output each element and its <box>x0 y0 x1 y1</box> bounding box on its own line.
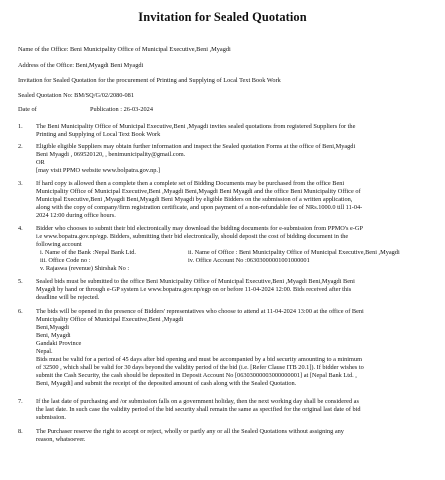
office-account-number: iv. Office Account No :06303000001001000001 <box>188 257 310 264</box>
item-text: Municipality Office of Municipal Executive,Beni ,Myagdi Beni,Myagdi Beni Myagdi and the office Beni Municipality Office of <box>36 188 361 195</box>
item-text: OR <box>36 159 45 166</box>
item-text: Beni, Myagdi <box>36 332 71 339</box>
item-text: of 32500 , which shall be valid for 30 days beyond the validity period of the bid (i.e. [Refer Clause ITB 20.1]). If bidder wishes to <box>36 364 364 371</box>
office-code: iii. Office Code no : <box>40 257 91 264</box>
item-number: 2. <box>18 143 23 150</box>
quotation-number-line: Sealed Quotation No: BM/SQ/G/02/2080-081 <box>18 92 134 99</box>
publication-date: Publication : 26-03-2024 <box>90 106 153 113</box>
item-text: Beni,Myagdi <box>36 324 70 331</box>
item-text: The bids will be opened in the presence of Bidders' representatives who choose to attend at 11-04-2024 13:00 at the office of Beni <box>36 308 364 315</box>
item-number: 5. <box>18 278 23 285</box>
item-text: reason, whatsoever. <box>36 436 86 443</box>
item-text: submit the Cash Security, the cash should be deposited in Deposit Account No [06303000003000000001] at [Nepal Bank Ltd. , <box>36 372 357 379</box>
item-text: The Beni Municipality Office of Municipal Executive,Beni ,Myagdi invites sealed quotations from registered Suppliers for the <box>36 123 356 130</box>
invitation-for-line: Invitation for Sealed Quotation for the procurement of Printing and Supplying of Local Text Book Work <box>18 77 281 84</box>
item-text: submission. <box>36 414 66 421</box>
office-address-line: Address of the Office: Beni,Myagdi Beni Myagdi <box>18 62 144 69</box>
item-text: 2024 12:00 during office hours. <box>36 212 116 219</box>
item-text: Nepal. <box>36 348 53 355</box>
item-text: Eligible eligible Suppliers may obtain further information and inspect the Sealed quotation Forms at the office of Beni,Myagdi <box>36 143 356 150</box>
item-text: Municipal Executive,Beni ,Myagdi Beni,Myagdi Beni Myagdi by eligible Bidders on the submission of a written application, <box>36 196 353 203</box>
item-number: 3. <box>18 180 23 187</box>
item-text: deadline will be rejected. <box>36 294 100 301</box>
office-name-line: Name of the Office: Beni Municipality Office of Municipal Executive,Beni ,Myagdi <box>18 46 231 53</box>
item-number: 6. <box>18 308 23 315</box>
revenue-heading-number: v. Rajaswa (revenue) Shirshak No : <box>40 265 130 272</box>
item-text: If the last date of purchasing and /or submission falls on a government holiday, then the next working day shall be considered as <box>36 398 359 405</box>
item-text: following account <box>36 241 82 248</box>
item-text: Sealed bids must be submitted to the office Beni Municipality Office of Municipal Executive,Beni ,Myagdi Beni,Myagdi Beni <box>36 278 355 285</box>
item-text: Gandaki Province <box>36 340 82 347</box>
item-number: 4. <box>18 225 23 232</box>
item-text: Printing and Supplying of Local Text Book Work <box>36 131 161 138</box>
office-name: ii. Name of Office : Beni Municipality Office of Municipal Executive,Beni ,Myagdi <box>188 249 400 256</box>
bank-name: i. Name of the Bank :Nepal Bank Ltd. <box>40 249 137 256</box>
item-text: Myagdi by hand or through e-GP system i.e www.bopatra.gov.np/egp on or before 11-04-2024 12:00. Bids received after this <box>36 286 352 293</box>
date-label: Date of <box>18 106 37 113</box>
item-text: The Purchaser reserve the right to accept or reject, wholly or partly any or all the Sealed Quotations without assigning any <box>36 428 344 435</box>
item-text: Bidder who chooses to submit their bid electronically may download the bidding documents for e-submission from PPMO's e-GP <box>36 225 363 232</box>
item-number: 8. <box>18 428 23 435</box>
item-text: [may visit PPMO website www.bolpatra.gov.np.] <box>36 167 161 174</box>
document-title: Invitation for Sealed Quotation <box>138 10 307 24</box>
item-text: along with the copy of company/firm registration certificate, and upon payment of a non-refundable fee of NRs.1000.0 till 11-04- <box>36 204 363 211</box>
item-number: 7. <box>18 398 23 405</box>
item-text: Beni Myagdi , 069520120, , benimunicipality@gmail.com. <box>36 151 186 158</box>
item-text: Bids must be valid for a period of 45 days after bid opening and must be accompanied by a bid security amounting to a minimum <box>36 356 362 363</box>
item-text: Municipality Office of Municipal Executive,Beni ,Myagdi <box>36 316 184 323</box>
item-text: If hard copy is allowed then a complete then a complete set of Bidding Documents may be purchased from the office Beni <box>36 180 345 187</box>
item-text: the last date. In such case the validity period of the bid security shall remain the same as specified for the original last date of bid <box>36 406 361 413</box>
item-text: Beni, Myagdi] and submit the receipt of the deposited amount of cash along with the Sealed Quotation. <box>36 380 297 387</box>
item-text: i.e www.bopatra.gov.np/egp. Bidders, submitting their bid electronically, should deposit the cost of bidding document in the <box>36 233 349 240</box>
item-number: 1. <box>18 123 23 130</box>
